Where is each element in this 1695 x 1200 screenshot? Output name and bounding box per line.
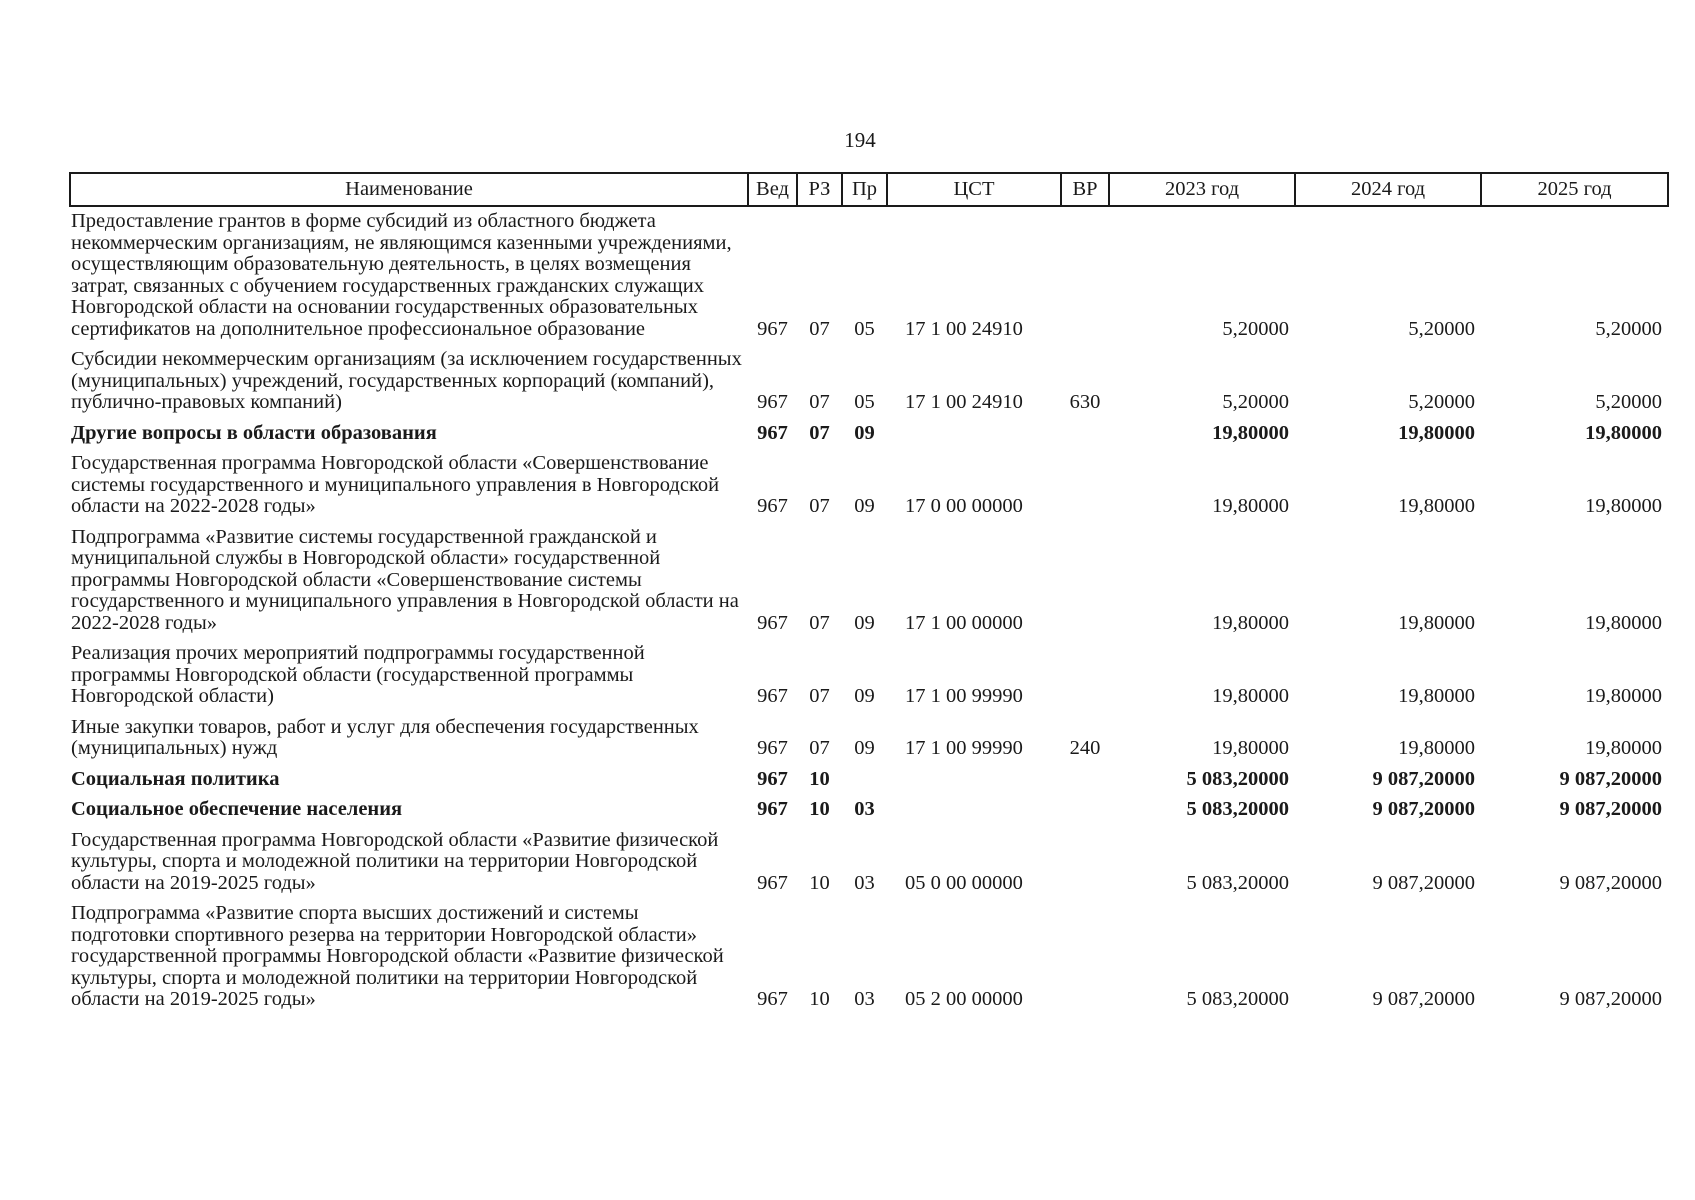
- table-header-row: [70, 173, 1668, 206]
- row-vr: [1061, 799, 1109, 830]
- row-pr: 09: [854, 685, 875, 707]
- row-vr: [1061, 903, 1109, 1020]
- row-vr: [1061, 453, 1109, 527]
- row-rz: 07: [809, 685, 830, 707]
- row-2024: 5,20000: [1408, 317, 1475, 340]
- row-ved: 967: [757, 685, 788, 707]
- row-cst: [887, 799, 1061, 830]
- row-ved: 967: [757, 495, 788, 517]
- row-2024: 9 087,20000: [1372, 988, 1475, 1010]
- header-cst: ЦСТ: [887, 173, 1061, 206]
- row-cst: 17 0 00 00000: [905, 495, 1023, 517]
- row-cst: [887, 423, 1061, 454]
- row-rz: 10: [809, 798, 830, 820]
- header-name: Наименование: [70, 173, 748, 206]
- row-vr: [1061, 206, 1109, 349]
- row-2025: 19,80000: [1585, 495, 1662, 517]
- row-pr: [842, 769, 887, 800]
- row-rz: 10: [809, 767, 830, 790]
- row-2025: 5,20000: [1595, 317, 1662, 340]
- table-row-section: [70, 423, 1668, 454]
- row-cst: 05 0 00 00000: [905, 871, 1023, 894]
- row-rz: 07: [809, 737, 830, 759]
- row-2024: 9 087,20000: [1372, 767, 1475, 790]
- row-rz: 10: [809, 988, 830, 1010]
- header-2023: 2023 год: [1109, 173, 1295, 206]
- row-pr: 05: [854, 391, 875, 413]
- row-2025: 9 087,20000: [1559, 798, 1662, 820]
- row-rz: 07: [809, 317, 830, 340]
- row-2024: 19,80000: [1398, 611, 1475, 634]
- row-rz: 07: [809, 421, 830, 444]
- row-2024: 19,80000: [1398, 421, 1475, 444]
- row-ved: 967: [757, 317, 788, 340]
- row-cst: 05 2 00 00000: [905, 988, 1023, 1010]
- row-name: Иные закупки товаров, работ и услуг для обеспечения государственных (муниципальных) нужд: [71, 715, 699, 759]
- row-vr: [1061, 527, 1109, 644]
- page-number: 194: [844, 128, 876, 152]
- row-2024: 19,80000: [1398, 737, 1475, 759]
- row-cst: 17 1 00 24910: [905, 391, 1023, 413]
- row-2023: 5,20000: [1222, 317, 1289, 340]
- row-rz: 10: [809, 871, 830, 894]
- row-vr: [1061, 830, 1109, 904]
- row-pr: 03: [854, 798, 875, 820]
- row-2023: 19,80000: [1212, 421, 1289, 444]
- table-row: [70, 643, 1668, 717]
- row-2025: 9 087,20000: [1559, 988, 1662, 1010]
- header-ved: Вед: [748, 173, 797, 206]
- row-ved: 967: [757, 611, 788, 634]
- row-ved: 967: [757, 737, 788, 759]
- row-ved: 967: [757, 988, 788, 1010]
- row-2025: 9 087,20000: [1559, 767, 1662, 790]
- row-ved: 967: [757, 421, 788, 444]
- row-name: Государственная программа Новгородской области «Развитие физической культуры, спорта и молодежной политики на территории Новгородской области на 2019-2025 годы»: [71, 828, 719, 894]
- table-row: [70, 527, 1668, 644]
- row-ved: 967: [757, 871, 788, 894]
- header-pr: Пр: [842, 173, 887, 206]
- row-2023: 5 083,20000: [1186, 871, 1289, 894]
- table-row-section: [70, 769, 1668, 800]
- table-row: [70, 206, 1668, 349]
- row-vr: 240: [1069, 737, 1101, 759]
- table-row: [70, 453, 1668, 527]
- row-pr: 03: [854, 988, 875, 1010]
- row-vr: [1061, 769, 1109, 800]
- row-name: Другие вопросы в области образования: [71, 421, 437, 444]
- row-pr: 03: [854, 871, 875, 894]
- row-ved: 967: [757, 798, 788, 820]
- row-2025: 19,80000: [1585, 421, 1662, 444]
- table-row: [70, 717, 1668, 769]
- row-2025: 19,80000: [1585, 737, 1662, 759]
- row-2023: 19,80000: [1212, 737, 1289, 759]
- row-2023: 5,20000: [1222, 391, 1289, 413]
- row-name: Социальная политика: [71, 767, 280, 790]
- row-2025: 19,80000: [1585, 685, 1662, 707]
- row-2023: 5 083,20000: [1186, 798, 1289, 820]
- header-vr: ВР: [1061, 173, 1109, 206]
- row-2024: 19,80000: [1398, 685, 1475, 707]
- row-name: Реализация прочих мероприятий подпрограммы государственной программы Новгородской области (государственной программы Новгородской области): [71, 642, 645, 707]
- row-pr: 05: [854, 317, 875, 340]
- table-row: [70, 349, 1668, 423]
- row-2023: 19,80000: [1212, 495, 1289, 517]
- row-pr: 09: [854, 611, 875, 634]
- row-vr: [1061, 643, 1109, 717]
- table-row-section: [70, 799, 1668, 830]
- row-2023: 19,80000: [1212, 685, 1289, 707]
- row-vr: [1061, 423, 1109, 454]
- row-rz: 07: [809, 495, 830, 517]
- row-name: Социальное обеспечение населения: [71, 798, 403, 820]
- row-2025: 5,20000: [1595, 391, 1662, 413]
- row-rz: 07: [809, 611, 830, 634]
- row-name: Подпрограмма «Развитие спорта высших достижений и системы подготовки спортивного резерва на территории Новгородской области» государственной программы Новгородской области «Развитие физической культуры, спорта и молодежной политики на территории Новгородской области на 2019-2025 годы»: [71, 902, 724, 1010]
- row-2024: 5,20000: [1408, 391, 1475, 413]
- row-2024: 9 087,20000: [1372, 798, 1475, 820]
- row-ved: 967: [757, 391, 788, 413]
- row-2025: 9 087,20000: [1559, 871, 1662, 894]
- row-name: Государственная программа Новгородской области «Совершенствование системы государственного и муниципального управления в Новгородской области на 2022-2028 годы»: [71, 452, 720, 517]
- row-cst: 17 1 00 99990: [905, 685, 1023, 707]
- row-rz: 07: [809, 391, 830, 413]
- row-2024: 19,80000: [1398, 495, 1475, 517]
- row-2023: 5 083,20000: [1186, 767, 1289, 790]
- row-cst: 17 1 00 00000: [905, 611, 1023, 634]
- row-2023: 19,80000: [1212, 611, 1289, 634]
- row-2023: 5 083,20000: [1186, 988, 1289, 1010]
- row-ved: 967: [757, 767, 788, 790]
- row-pr: 09: [854, 737, 875, 759]
- row-2024: 9 087,20000: [1372, 871, 1475, 894]
- header-2024: 2024 год: [1295, 173, 1481, 206]
- row-cst: [887, 769, 1061, 800]
- budget-table: [69, 172, 1669, 1020]
- table-row: [70, 830, 1668, 904]
- row-pr: 09: [854, 495, 875, 517]
- header-2025: 2025 год: [1481, 173, 1668, 206]
- row-cst: 17 1 00 99990: [905, 737, 1023, 759]
- row-pr: 09: [854, 421, 875, 444]
- header-rz: РЗ: [797, 173, 842, 206]
- row-2025: 19,80000: [1585, 611, 1662, 634]
- table-row: [70, 903, 1668, 1020]
- row-name: Субсидии некоммерческим организациям (за исключением государственных (муниципальных) учреждений, государственных корпораций (компаний), публично-правовых компаний): [71, 348, 742, 413]
- row-name: Предоставление грантов в форме субсидий из областного бюджета некоммерческим организациям, не являющимся казенными учреждениями, осуществляющим образовательную деятельность, в целях возмещения затрат, связанных с обучением государственных гражданских служащих Новгородской области на основании государственных образовательных сертификатов на дополнительное профессиональное образование: [71, 210, 732, 340]
- row-vr: 630: [1069, 391, 1101, 413]
- row-cst: 17 1 00 24910: [905, 317, 1023, 340]
- row-name: Подпрограмма «Развитие системы государственной гражданской и муниципальной службы в Новгородской области» государственной программы Новгородской области «Совершенствование системы государственного и муниципального управления в Новгородской области на 2022-2028 годы»: [71, 525, 739, 634]
